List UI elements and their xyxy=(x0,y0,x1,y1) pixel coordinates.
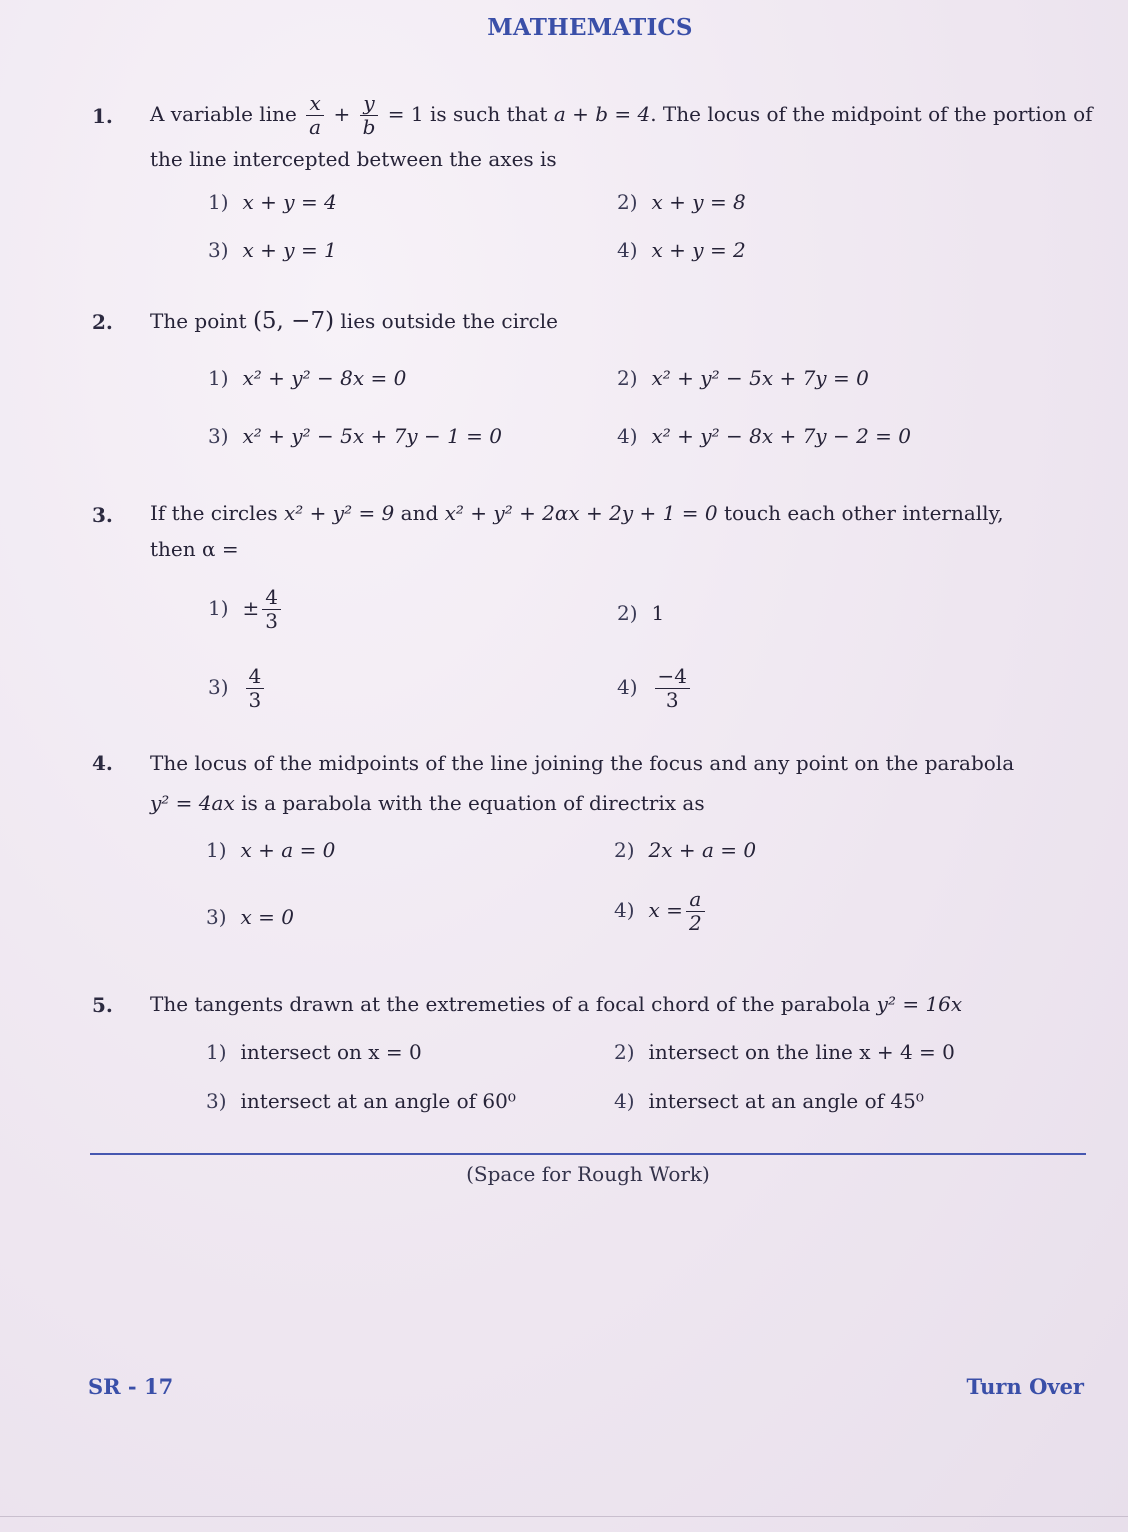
question-3-number: 3. xyxy=(92,503,113,527)
option-1-4[interactable]: 4) x + y = 2 xyxy=(617,238,746,262)
page-title: MATHEMATICS xyxy=(487,14,693,41)
question-2-number: 2. xyxy=(92,310,113,334)
option-4-4[interactable]: 4) x = $\frac{a}{2}$ xyxy=(614,888,708,935)
option-5-1[interactable]: 1) intersect on x = 0 xyxy=(206,1040,422,1064)
option-3-4[interactable]: 4) $\frac{-4}{3}$ xyxy=(617,665,693,712)
fraction-y-over-b: $\frac{y}{b}$ xyxy=(360,92,379,139)
option-3-2[interactable]: 2) 1 xyxy=(617,601,665,625)
page-bottom-edge xyxy=(0,1516,1128,1517)
question-1-number: 1. xyxy=(92,104,113,128)
option-5-3[interactable]: 3) intersect at an angle of 60⁰ xyxy=(206,1089,516,1113)
turn-over-label: Turn Over xyxy=(966,1374,1084,1399)
question-1-text: A variable line $\frac{x}{a}$ + $\frac{y}{b}$ = 1 is such that a + b = 4. The locus of the midpoint of the portion of the line intercepted between the axes is xyxy=(150,91,1093,171)
option-3-3[interactable]: 3) $\frac{4}{3}$ xyxy=(208,665,267,712)
option-3-1[interactable]: 1) ± $\frac{4}{3}$ xyxy=(208,586,284,633)
option-5-2[interactable]: 2) intersect on the line x + 4 = 0 xyxy=(614,1040,955,1064)
paper-code: SR - 17 xyxy=(88,1374,174,1399)
question-5-text: The tangents drawn at the extremeties of a focal chord of the parabola y² = 16x xyxy=(150,992,963,1016)
option-5-4[interactable]: 4) intersect at an angle of 45⁰ xyxy=(614,1089,924,1113)
option-4-2[interactable]: 2) 2x + a = 0 xyxy=(614,838,757,862)
rough-work-divider xyxy=(90,1153,1086,1155)
option-1-2[interactable]: 2) x + y = 8 xyxy=(617,190,746,214)
option-4-1[interactable]: 1) x + a = 0 xyxy=(206,838,336,862)
question-3-text: If the circles x² + y² = 9 and x² + y² + 2αx + 2y + 1 = 0 touch each other internally, then α = xyxy=(150,501,1004,561)
question-4-number: 4. xyxy=(92,751,113,775)
option-2-2[interactable]: 2) x² + y² − 5x + 7y = 0 xyxy=(617,366,869,390)
option-1-3[interactable]: 3) x + y = 1 xyxy=(208,238,337,262)
fraction-x-over-a: $\frac{x}{a}$ xyxy=(306,92,324,139)
question-4-text: The locus of the midpoints of the line joining the focus and any point on the parabola y² = 4ax is a parabola with the equation of directrix as xyxy=(150,751,1015,815)
option-4-3[interactable]: 3) x = 0 xyxy=(206,905,295,929)
question-5-number: 5. xyxy=(92,993,113,1017)
rough-work-label: (Space for Rough Work) xyxy=(466,1162,710,1186)
option-2-1[interactable]: 1) x² + y² − 8x = 0 xyxy=(208,366,407,390)
question-2-text: The point (5, −7) lies outside the circle xyxy=(150,308,558,334)
option-2-3[interactable]: 3) x² + y² − 5x + 7y − 1 = 0 xyxy=(208,424,502,448)
option-2-4[interactable]: 4) x² + y² − 8x + 7y − 2 = 0 xyxy=(617,424,911,448)
option-1-1[interactable]: 1) x + y = 4 xyxy=(208,190,337,214)
